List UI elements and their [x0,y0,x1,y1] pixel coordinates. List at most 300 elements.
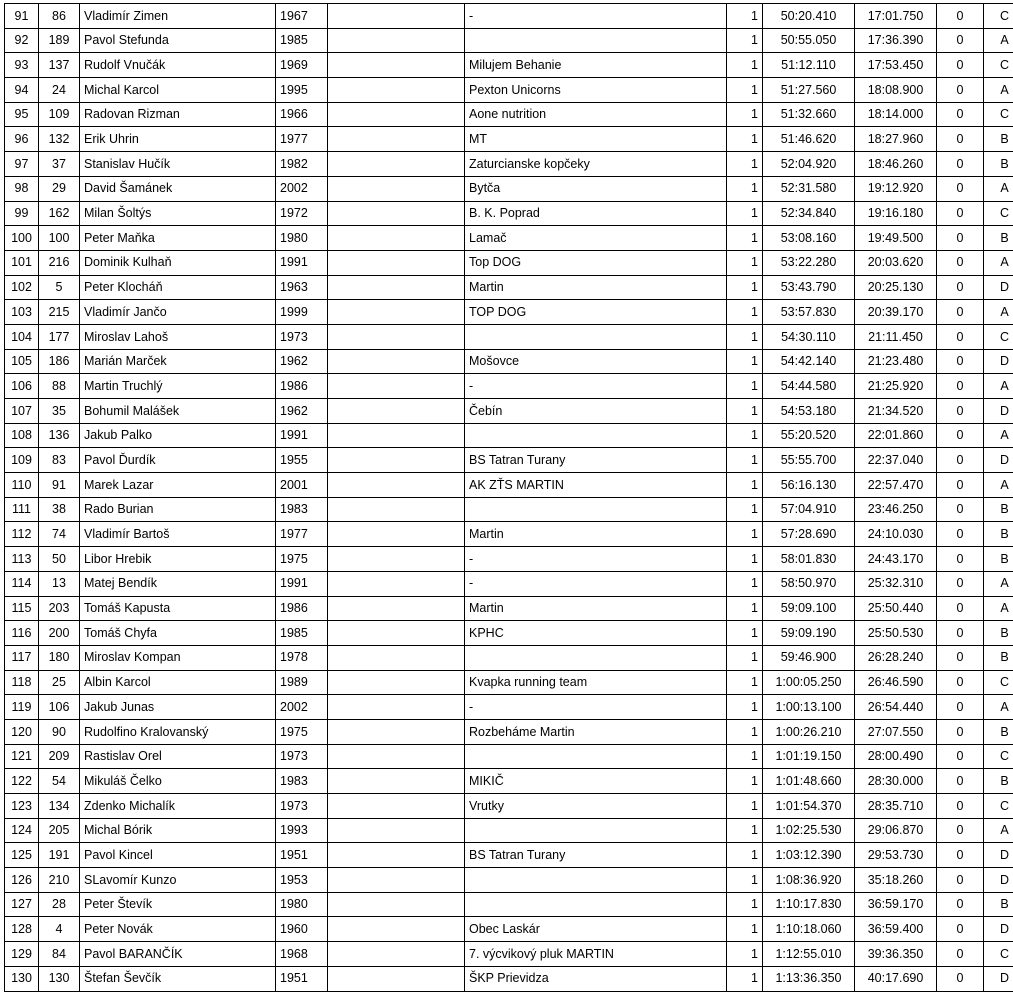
name-cell: Milan Šoltýs [80,201,276,226]
penalty-cell: 0 [937,53,984,78]
table-row [5,571,1013,596]
birth-year-cell: 1985 [276,621,328,646]
category-cell: B [984,127,1013,152]
bib-cell: 205 [39,818,80,843]
category-cell: D [984,868,1013,893]
laps-cell: 1 [727,892,763,917]
laps-cell: 1 [727,127,763,152]
name-cell: Vladimír Bartoš [80,522,276,547]
laps-cell: 1 [727,201,763,226]
laps-cell: 1 [727,152,763,177]
penalty-cell: 0 [937,892,984,917]
laps-cell: 1 [727,78,763,103]
birth-year-cell: 1991 [276,571,328,596]
birth-year-cell: 1999 [276,300,328,325]
blank-cell [328,127,465,152]
penalty-cell: 0 [937,176,984,201]
penalty-cell: 0 [937,226,984,251]
category-cell: B [984,226,1013,251]
blank-cell [328,497,465,522]
bib-cell: 38 [39,497,80,522]
blank-cell [328,53,465,78]
category-cell: A [984,818,1013,843]
category-cell: D [984,399,1013,424]
category-cell: A [984,374,1013,399]
blank-cell [328,645,465,670]
time-behind-cell: 20:03.620 [855,250,937,275]
birth-year-cell: 1973 [276,794,328,819]
laps-cell: 1 [727,399,763,424]
club-cell: Martin [465,596,727,621]
table-row [5,719,1013,744]
birth-year-cell: 1986 [276,374,328,399]
name-cell: Tomáš Kapusta [80,596,276,621]
club-cell: AK ZŤS MARTIN [465,473,727,498]
time-behind-cell: 18:14.000 [855,102,937,127]
table-row [5,324,1013,349]
table-row [5,374,1013,399]
time-cell: 50:55.050 [763,28,855,53]
club-cell: - [465,374,727,399]
laps-cell: 1 [727,349,763,374]
rank-cell: 129 [5,942,39,967]
birth-year-cell: 1980 [276,226,328,251]
club-cell: Martin [465,275,727,300]
category-cell: C [984,201,1013,226]
name-cell: Marián Marček [80,349,276,374]
time-behind-cell: 21:25.920 [855,374,937,399]
laps-cell: 1 [727,374,763,399]
penalty-cell: 0 [937,497,984,522]
penalty-cell: 0 [937,769,984,794]
time-cell: 53:22.280 [763,250,855,275]
birth-year-cell: 2002 [276,176,328,201]
time-behind-cell: 20:39.170 [855,300,937,325]
category-cell: A [984,695,1013,720]
table-row [5,127,1013,152]
time-behind-cell: 29:53.730 [855,843,937,868]
bib-cell: 86 [39,4,80,29]
time-cell: 52:31.580 [763,176,855,201]
name-cell: Libor Hrebik [80,547,276,572]
time-cell: 54:53.180 [763,399,855,424]
time-behind-cell: 25:50.440 [855,596,937,621]
bib-cell: 162 [39,201,80,226]
category-cell: B [984,621,1013,646]
time-behind-cell: 22:57.470 [855,473,937,498]
rank-cell: 112 [5,522,39,547]
penalty-cell: 0 [937,4,984,29]
time-cell: 53:08.160 [763,226,855,251]
time-cell: 1:13:36.350 [763,966,855,991]
club-cell [465,28,727,53]
category-cell: A [984,78,1013,103]
time-behind-cell: 24:10.030 [855,522,937,547]
birth-year-cell: 1960 [276,917,328,942]
name-cell: Dominik Kulhaň [80,250,276,275]
time-cell: 50:20.410 [763,4,855,29]
time-behind-cell: 17:53.450 [855,53,937,78]
name-cell: Rastislav Orel [80,744,276,769]
name-cell: Miroslav Kompan [80,645,276,670]
laps-cell: 1 [727,250,763,275]
penalty-cell: 0 [937,423,984,448]
time-behind-cell: 27:07.550 [855,719,937,744]
table-row [5,769,1013,794]
results-sheet [4,3,1009,992]
time-behind-cell: 21:23.480 [855,349,937,374]
birth-year-cell: 1975 [276,547,328,572]
category-cell: B [984,645,1013,670]
penalty-cell: 0 [937,645,984,670]
club-cell [465,423,727,448]
bib-cell: 50 [39,547,80,572]
laps-cell: 1 [727,176,763,201]
blank-cell [328,448,465,473]
club-cell: B. K. Poprad [465,201,727,226]
penalty-cell: 0 [937,794,984,819]
category-cell: A [984,176,1013,201]
category-cell: A [984,423,1013,448]
birth-year-cell: 1983 [276,497,328,522]
table-row [5,275,1013,300]
category-cell: D [984,966,1013,991]
laps-cell: 1 [727,102,763,127]
club-cell: Rozbeháme Martin [465,719,727,744]
table-row [5,892,1013,917]
time-cell: 1:00:13.100 [763,695,855,720]
laps-cell: 1 [727,571,763,596]
birth-year-cell: 1963 [276,275,328,300]
bib-cell: 25 [39,670,80,695]
bib-cell: 180 [39,645,80,670]
penalty-cell: 0 [937,201,984,226]
rank-cell: 93 [5,53,39,78]
time-cell: 58:50.970 [763,571,855,596]
laps-cell: 1 [727,300,763,325]
blank-cell [328,423,465,448]
laps-cell: 1 [727,596,763,621]
bib-cell: 177 [39,324,80,349]
name-cell: Rado Burian [80,497,276,522]
blank-cell [328,917,465,942]
club-cell: Bytča [465,176,727,201]
table-row [5,497,1013,522]
category-cell: D [984,448,1013,473]
time-cell: 52:04.920 [763,152,855,177]
category-cell: A [984,300,1013,325]
bib-cell: 24 [39,78,80,103]
table-row [5,744,1013,769]
rank-cell: 117 [5,645,39,670]
name-cell: Jakub Junas [80,695,276,720]
penalty-cell: 0 [937,942,984,967]
bib-cell: 74 [39,522,80,547]
rank-cell: 127 [5,892,39,917]
time-cell: 51:27.560 [763,78,855,103]
blank-cell [328,78,465,103]
laps-cell: 1 [727,28,763,53]
name-cell: Miroslav Lahoš [80,324,276,349]
name-cell: Bohumil Malášek [80,399,276,424]
name-cell: Rudolf Vnučák [80,53,276,78]
time-cell: 1:02:25.530 [763,818,855,843]
penalty-cell: 0 [937,78,984,103]
table-row [5,818,1013,843]
rank-cell: 110 [5,473,39,498]
birth-year-cell: 1973 [276,324,328,349]
club-cell [465,868,727,893]
blank-cell [328,843,465,868]
penalty-cell: 0 [937,300,984,325]
blank-cell [328,226,465,251]
category-cell: A [984,596,1013,621]
table-row [5,176,1013,201]
time-cell: 59:09.100 [763,596,855,621]
penalty-cell: 0 [937,695,984,720]
time-behind-cell: 39:36.350 [855,942,937,967]
table-row [5,621,1013,646]
blank-cell [328,374,465,399]
birth-year-cell: 1962 [276,399,328,424]
club-cell: BS Tatran Turany [465,448,727,473]
table-row [5,349,1013,374]
table-row [5,966,1013,991]
rank-cell: 95 [5,102,39,127]
birth-year-cell: 1986 [276,596,328,621]
time-cell: 54:42.140 [763,349,855,374]
time-behind-cell: 36:59.170 [855,892,937,917]
club-cell: MT [465,127,727,152]
laps-cell: 1 [727,547,763,572]
name-cell: Zdenko Michalík [80,794,276,819]
time-cell: 51:12.110 [763,53,855,78]
time-behind-cell: 26:54.440 [855,695,937,720]
blank-cell [328,250,465,275]
table-row [5,448,1013,473]
table-row [5,4,1013,29]
laps-cell: 1 [727,843,763,868]
name-cell: Marek Lazar [80,473,276,498]
laps-cell: 1 [727,53,763,78]
rank-cell: 100 [5,226,39,251]
time-behind-cell: 19:49.500 [855,226,937,251]
time-cell: 1:00:26.210 [763,719,855,744]
penalty-cell: 0 [937,374,984,399]
penalty-cell: 0 [937,818,984,843]
birth-year-cell: 1978 [276,645,328,670]
category-cell: B [984,522,1013,547]
table-row [5,423,1013,448]
club-cell: MIKIČ [465,769,727,794]
bib-cell: 130 [39,966,80,991]
penalty-cell: 0 [937,966,984,991]
rank-cell: 123 [5,794,39,819]
bib-cell: 54 [39,769,80,794]
name-cell: Tomáš Chyfa [80,621,276,646]
club-cell [465,645,727,670]
birth-year-cell: 1969 [276,53,328,78]
rank-cell: 118 [5,670,39,695]
name-cell: Vladimír Jančo [80,300,276,325]
bib-cell: 186 [39,349,80,374]
name-cell: Peter Klocháň [80,275,276,300]
club-cell [465,892,727,917]
bib-cell: 37 [39,152,80,177]
time-behind-cell: 36:59.400 [855,917,937,942]
category-cell: D [984,843,1013,868]
laps-cell: 1 [727,917,763,942]
blank-cell [328,102,465,127]
rank-cell: 115 [5,596,39,621]
club-cell: Milujem Behanie [465,53,727,78]
time-cell: 55:55.700 [763,448,855,473]
club-cell: TOP DOG [465,300,727,325]
bib-cell: 189 [39,28,80,53]
category-cell: C [984,53,1013,78]
blank-cell [328,28,465,53]
time-cell: 1:08:36.920 [763,868,855,893]
name-cell: Radovan Rizman [80,102,276,127]
category-cell: B [984,547,1013,572]
laps-cell: 1 [727,818,763,843]
laps-cell: 1 [727,448,763,473]
laps-cell: 1 [727,719,763,744]
rank-cell: 105 [5,349,39,374]
blank-cell [328,201,465,226]
penalty-cell: 0 [937,250,984,275]
club-cell: KPHC [465,621,727,646]
name-cell: Rudolfino Kralovanský [80,719,276,744]
birth-year-cell: 2001 [276,473,328,498]
table-row [5,473,1013,498]
rank-cell: 130 [5,966,39,991]
bib-cell: 200 [39,621,80,646]
laps-cell: 1 [727,695,763,720]
laps-cell: 1 [727,226,763,251]
club-cell: Vrutky [465,794,727,819]
birth-year-cell: 1967 [276,4,328,29]
name-cell: Erik Uhrin [80,127,276,152]
table-row [5,547,1013,572]
rank-cell: 96 [5,127,39,152]
club-cell: - [465,4,727,29]
time-cell: 1:01:48.660 [763,769,855,794]
category-cell: A [984,473,1013,498]
time-cell: 52:34.840 [763,201,855,226]
birth-year-cell: 1966 [276,102,328,127]
penalty-cell: 0 [937,349,984,374]
name-cell: Matej Bendík [80,571,276,596]
bib-cell: 216 [39,250,80,275]
category-cell: D [984,917,1013,942]
table-row [5,942,1013,967]
time-behind-cell: 25:50.530 [855,621,937,646]
laps-cell: 1 [727,423,763,448]
penalty-cell: 0 [937,28,984,53]
bib-cell: 88 [39,374,80,399]
blank-cell [328,522,465,547]
penalty-cell: 0 [937,547,984,572]
table-row [5,201,1013,226]
category-cell: A [984,250,1013,275]
birth-year-cell: 1972 [276,201,328,226]
time-behind-cell: 17:01.750 [855,4,937,29]
rank-cell: 104 [5,324,39,349]
bib-cell: 137 [39,53,80,78]
time-behind-cell: 22:01.860 [855,423,937,448]
blank-cell [328,621,465,646]
bib-cell: 191 [39,843,80,868]
rank-cell: 102 [5,275,39,300]
club-cell [465,324,727,349]
time-cell: 51:32.660 [763,102,855,127]
time-behind-cell: 26:46.590 [855,670,937,695]
bib-cell: 5 [39,275,80,300]
time-cell: 59:46.900 [763,645,855,670]
blank-cell [328,744,465,769]
category-cell: B [984,497,1013,522]
category-cell: C [984,794,1013,819]
blank-cell [328,670,465,695]
time-behind-cell: 20:25.130 [855,275,937,300]
blank-cell [328,4,465,29]
birth-year-cell: 1953 [276,868,328,893]
bib-cell: 109 [39,102,80,127]
time-behind-cell: 35:18.260 [855,868,937,893]
bib-cell: 83 [39,448,80,473]
birth-year-cell: 1982 [276,152,328,177]
table-row [5,670,1013,695]
category-cell: C [984,942,1013,967]
bib-cell: 100 [39,226,80,251]
birth-year-cell: 1977 [276,522,328,547]
bib-cell: 91 [39,473,80,498]
blank-cell [328,473,465,498]
time-cell: 1:00:05.250 [763,670,855,695]
time-behind-cell: 17:36.390 [855,28,937,53]
club-cell: 7. výcvikový pluk MARTIN [465,942,727,967]
time-cell: 1:10:17.830 [763,892,855,917]
blank-cell [328,349,465,374]
club-cell: Martin [465,522,727,547]
club-cell: Kvapka running team [465,670,727,695]
bib-cell: 136 [39,423,80,448]
table-row [5,78,1013,103]
blank-cell [328,596,465,621]
birth-year-cell: 1962 [276,349,328,374]
penalty-cell: 0 [937,917,984,942]
bib-cell: 29 [39,176,80,201]
blank-cell [328,892,465,917]
category-cell: C [984,102,1013,127]
club-cell: Zaturcianske kopčeky [465,152,727,177]
club-cell: BS Tatran Turany [465,843,727,868]
laps-cell: 1 [727,473,763,498]
penalty-cell: 0 [937,399,984,424]
table-row [5,645,1013,670]
blank-cell [328,399,465,424]
penalty-cell: 0 [937,127,984,152]
penalty-cell: 0 [937,719,984,744]
time-behind-cell: 18:46.260 [855,152,937,177]
birth-year-cell: 1991 [276,423,328,448]
penalty-cell: 0 [937,522,984,547]
club-cell: Pexton Unicorns [465,78,727,103]
club-cell: Obec Laskár [465,917,727,942]
club-cell: Lamač [465,226,727,251]
laps-cell: 1 [727,670,763,695]
